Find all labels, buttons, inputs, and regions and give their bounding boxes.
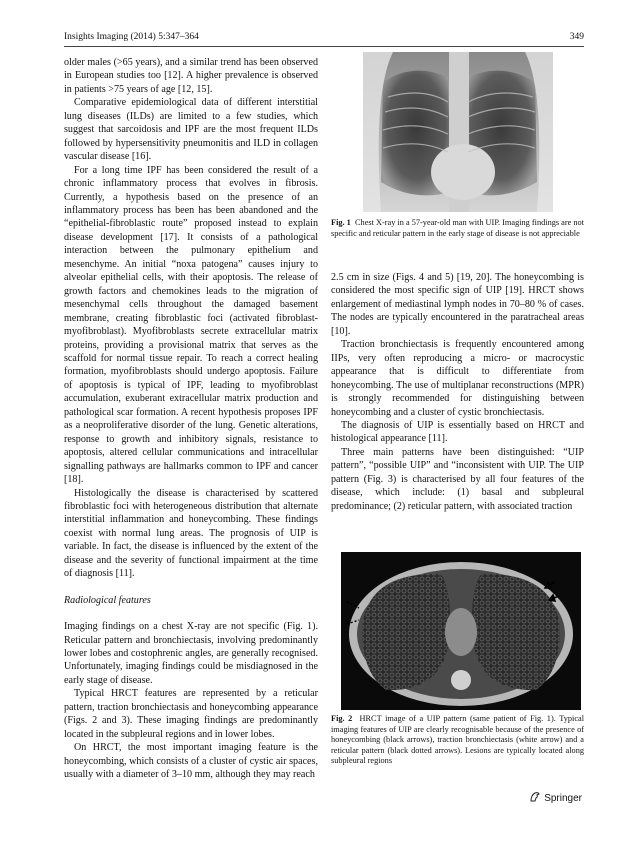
hrct-image	[341, 552, 581, 710]
paragraph: 2.5 cm in size (Figs. 4 and 5) [19, 20]. The honeycombing is considered the most specific sign of UIP [19]. HRCT shows enlargement of mediastinal lymph nodes in 70–80 % of cases. The nodes are typically encountered in the paratracheal areas [10].	[331, 272, 584, 337]
paragraph: older males (>65 years), and a similar trend has been observed in European studies too [12]. A higher prevalence is observed in patients >75 years of age [12, 15].	[64, 57, 318, 95]
caption-text: HRCT image of a UIP pattern (same patient of Fig. 1). Typical imaging features of UIP are clearly recognisable because of the presence of honeycombing (black arrows), traction bronchiectasis (white arrow) and a reticular pattern (black dotted arrows). Lesions are typically located along subpleural regions	[331, 714, 584, 766]
paragraph: Histologically the disease is characterised by scattered fibroblastic foci with heterogeneous distribution that alternate interstitial inflammation and honeycombing. These findings coexist with normal lung areas. The prognosis of UIP is variable. In fact, the disease is influenced by the extent of the disease and the severity of functional impairment at the time of diagnosis [11].	[64, 487, 318, 580]
right-column	[331, 271, 584, 513]
paragraph: For a long time IPF has been considered the result of a chronic inflammatory process that evolves in fibrosis. Currently, a hypothesis based on the presence of an inflammatory process has been has been abandoned and the “epithelial-fibroblastic route” proposed instead to explain disease development [17]. It consists of a pathological interaction between the pulmonary epithelium and mesenchyme. An initial “noxa patogena” causes injury to alveolar epithelial cells, with their apoptosis. The release of growth factors and chemokines leads to the migration of mesenchymal cells throughout the damaged basement membrane, creating fibroblastic foci (activated fibroblast-myofibroblast). Myofibroblasts secrete extracellular matrix proteins, providing a provisional matrix that serves as the scaffold for normal tissue repair. To reach a correct healing formation, myofibroblasts should undergo apoptosis. Failure of apoptosis is typical of IPF, leading to myofibroblast accumulation, exuberant extracellular matrix production and pathological scar formation. A recent hypothesis proposes IPF as a neoproliferative disorder of the lung. Genetic alterations, response to growth and inhibitory signals, resistance to apoptosis, altered cellular communications and intracellular signalling pathways are hallmarks common to IPF and cancer [18].	[64, 164, 318, 486]
hrct-illustration	[341, 552, 581, 710]
paragraph: Imaging findings on a chest X-ray are not specific (Fig. 1). Reticular pattern and bronchiectasis, involving predominantly lower lobes and costophrenic angles, are generally recognised. Unfortunately, imaging findings could be misdiagnosed in the early stage of disease.	[64, 621, 318, 686]
left-column	[64, 56, 318, 782]
page-number: 349	[569, 32, 584, 42]
header-rule	[64, 46, 584, 47]
publisher-name: Springer	[544, 793, 582, 804]
paragraph: Three main patterns have been distinguished: “UIP pattern”, “possible UIP” and “inconsistent with UIP. The UIP pattern (Fig. 3) is characterised by all four features of the disease, which include: (1) basal and subpleural predominance; (2) reticular pattern, with associated traction	[331, 446, 584, 512]
running-header	[64, 32, 584, 46]
paragraph: Traction bronchiectasis is frequently encountered among IIPs, very often reproducing a micro- or macrocystic appearance that is difficult to differentiate from honeycombing. The use of multiplanar reconstructions (MPR) is strongly recommended for distinguishing between honeycombing and a cluster of cystic bronchiectasis.	[331, 339, 584, 418]
section-heading: Radiological features	[64, 594, 151, 606]
paragraph: Comparative epidemiological data of different interstitial lung diseases (ILDs) are limited to a few studies, which suggest that sarcoidosis and IPF are the most frequent ILDs followed by hypersensitivity pneumonitis and ILD in collagen vascular disease [16].	[64, 97, 318, 163]
publisher-footer	[529, 791, 582, 806]
paragraph: The diagnosis of UIP is essentially based on HRCT and histological appearance [11].	[331, 419, 584, 445]
figure-2-caption	[331, 714, 584, 767]
figure-label: Fig. 1	[331, 218, 351, 227]
caption-text: Chest X-ray in a 57-year-old man with UIP. Imaging findings are not specific and reticular pattern in the early stage of disease is not appreciable	[331, 218, 584, 238]
chest-xray-image	[363, 52, 553, 212]
figure-label: Fig. 2	[331, 714, 353, 723]
springer-horse-icon	[529, 791, 541, 806]
paragraph: On HRCT, the most important imaging feature is the honeycombing, which consists of a cluster of cystic air spaces, usually with a diameter of 3–10 mm, although they may reach	[64, 742, 318, 781]
xray-illustration	[363, 52, 553, 212]
paragraph: Typical HRCT features are represented by a reticular pattern, traction bronchiectasis and honeycombing appearance (Figs. 2 and 3). These imaging findings are predominantly located in the subpleural regions and in lower lobes.	[64, 688, 318, 740]
figure-1-caption	[331, 218, 584, 239]
journal-citation: Insights Imaging (2014) 5:347–364	[64, 32, 199, 42]
